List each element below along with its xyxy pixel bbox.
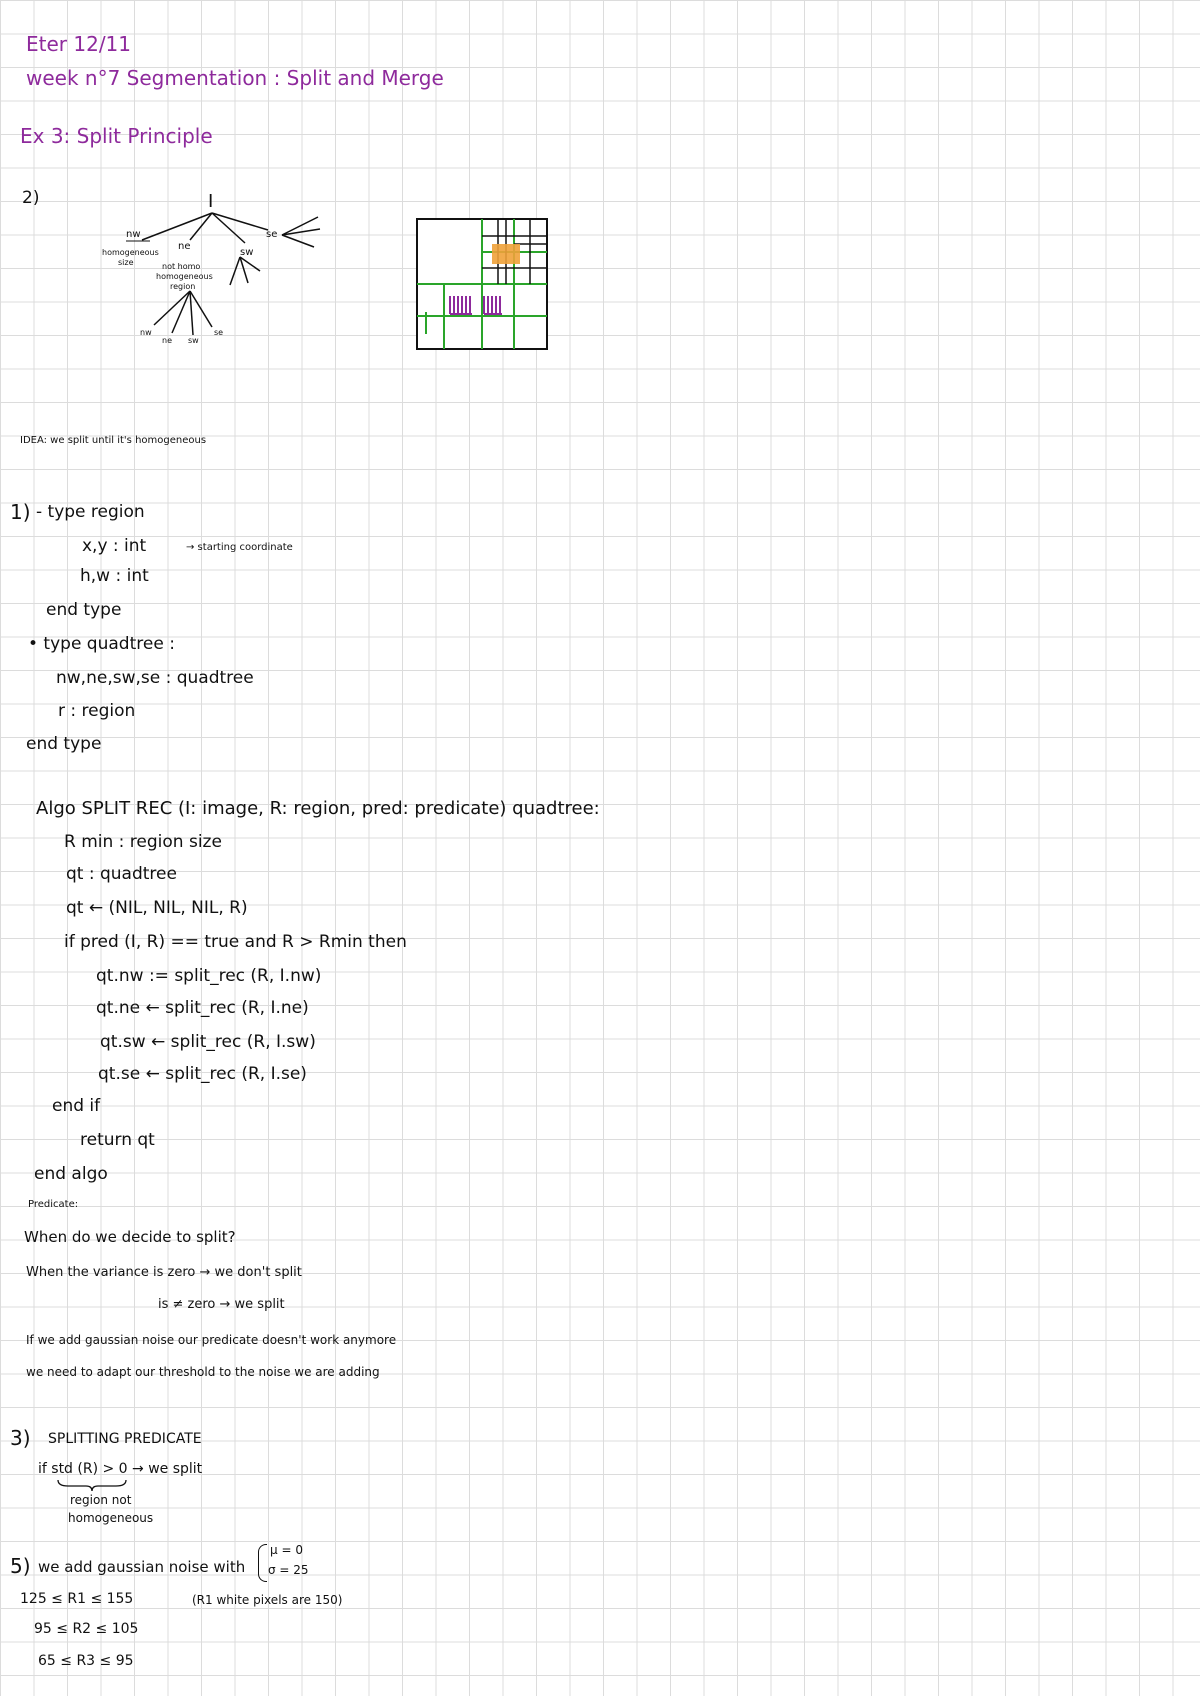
type-region-line: - type region — [36, 502, 145, 522]
predicate-threshold-note: we need to adapt our threshold to the noise we are adding — [26, 1365, 380, 1379]
tree-ne-note-3: region — [170, 282, 196, 291]
starting-coordinate-note: → starting coordinate — [186, 542, 293, 553]
type-quadtree-line: • type quadtree : — [28, 634, 175, 654]
date-heading: Eter 12/11 — [26, 32, 131, 56]
type-quadtree-children: nw,ne,sw,se : quadtree — [56, 668, 254, 688]
algo-line-if: if pred (I, R) == true and R > Rmin then — [64, 932, 407, 952]
type-region-hw: h,w : int — [80, 566, 149, 586]
algo-line-qt-decl: qt : quadtree — [66, 864, 177, 884]
splitting-predicate-title: SPLITTING PREDICATE — [48, 1431, 202, 1447]
algo-line-return: return qt — [80, 1130, 155, 1150]
predicate-title: Predicate: — [28, 1199, 79, 1210]
condition-note-line-1: region not — [70, 1493, 132, 1507]
type-region-xy: x,y : int — [82, 536, 147, 556]
tree-child-c-label: sw — [188, 336, 199, 345]
type-quadtree-region: r : region — [58, 701, 136, 721]
question-2-number: 2) — [22, 188, 40, 208]
noise-statement: we add gaussian noise with — [38, 1558, 246, 1576]
noise-sigma: σ = 25 — [268, 1563, 309, 1577]
algo-line-rmin: R min : region size — [64, 832, 222, 852]
algo-line-end: end algo — [34, 1164, 108, 1184]
type-region-end: end type — [46, 600, 122, 620]
tree-child-b-label: ne — [162, 336, 172, 345]
question-1-number: 1) — [10, 500, 31, 524]
algo-line-ne: qt.ne ← split_rec (R, I.ne) — [96, 998, 309, 1018]
orange-region — [492, 244, 520, 264]
se-branch-arrow — [282, 217, 320, 247]
tree-ne-note-2: homogeneous — [156, 272, 213, 281]
range-r1: 125 ≤ R1 ≤ 155 — [20, 1591, 134, 1607]
tree-nw-note-2: size — [118, 258, 134, 267]
tree-ne-note-1: not homo — [162, 262, 201, 271]
predicate-question: When do we decide to split? — [24, 1228, 236, 1246]
algo-line-sw: qt.sw ← split_rec (R, I.sw) — [100, 1032, 316, 1052]
tree-nw-note-1: homogeneous — [102, 248, 159, 257]
tree-edge-child-c — [190, 291, 193, 335]
predicate-nonzero-variance: is ≠ zero → we split — [158, 1297, 285, 1312]
parameter-brace — [258, 1544, 267, 1582]
condition-note-line-2: homogeneous — [68, 1511, 154, 1525]
tree-ne-label: ne — [178, 241, 191, 252]
sw-branch-arrow — [230, 257, 260, 285]
algo-line-qt-init: qt ← (NIL, NIL, NIL, R) — [66, 898, 248, 918]
algo-line-nw: qt.nw := split_rec (R, I.nw) — [96, 966, 322, 986]
tree-sw-label: sw — [240, 247, 254, 258]
r1-note: (R1 white pixels are 150) — [192, 1593, 343, 1607]
tree-edge-child-d — [190, 291, 212, 327]
type-quadtree-end: end type — [26, 734, 102, 754]
tree-edge-child-b — [172, 291, 190, 333]
splitting-condition: if std (R) > 0 → we split — [38, 1461, 203, 1477]
tree-child-d-label: se — [214, 328, 224, 337]
exercise-title: Ex 3: Split Principle — [20, 124, 213, 148]
algo-line-endif: end if — [52, 1096, 101, 1116]
quadtree-sketch — [90, 185, 330, 345]
split-grid-sketch — [414, 216, 554, 356]
question-3-number: 3) — [10, 1426, 31, 1450]
noise-mu: μ = 0 — [270, 1543, 303, 1557]
question-5-number: 5) — [10, 1554, 31, 1578]
algo-line-se: qt.se ← split_rec (R, I.se) — [98, 1064, 307, 1084]
predicate-zero-variance: When the variance is zero → we don't split — [26, 1265, 302, 1280]
tree-edge-child-a — [154, 291, 190, 325]
week-title: week n°7 Segmentation : Split and Merge — [26, 66, 444, 90]
range-r3: 65 ≤ R3 ≤ 95 — [38, 1653, 134, 1669]
idea-note: IDEA: we split until it's homogeneous — [20, 435, 207, 446]
range-r2: 95 ≤ R2 ≤ 105 — [34, 1621, 139, 1637]
tree-se-label: se — [266, 229, 278, 240]
predicate-noise-note: If we add gaussian noise our predicate doesn't work anymore — [26, 1333, 397, 1347]
tree-child-a-label: nw — [140, 328, 152, 337]
algo-signature: Algo SPLIT REC (I: image, R: region, pred: predicate) quadtree: — [36, 798, 600, 819]
condition-underbrace — [56, 1478, 128, 1492]
tree-nw-label: nw — [126, 229, 141, 240]
tree-root-label: I — [208, 191, 214, 212]
